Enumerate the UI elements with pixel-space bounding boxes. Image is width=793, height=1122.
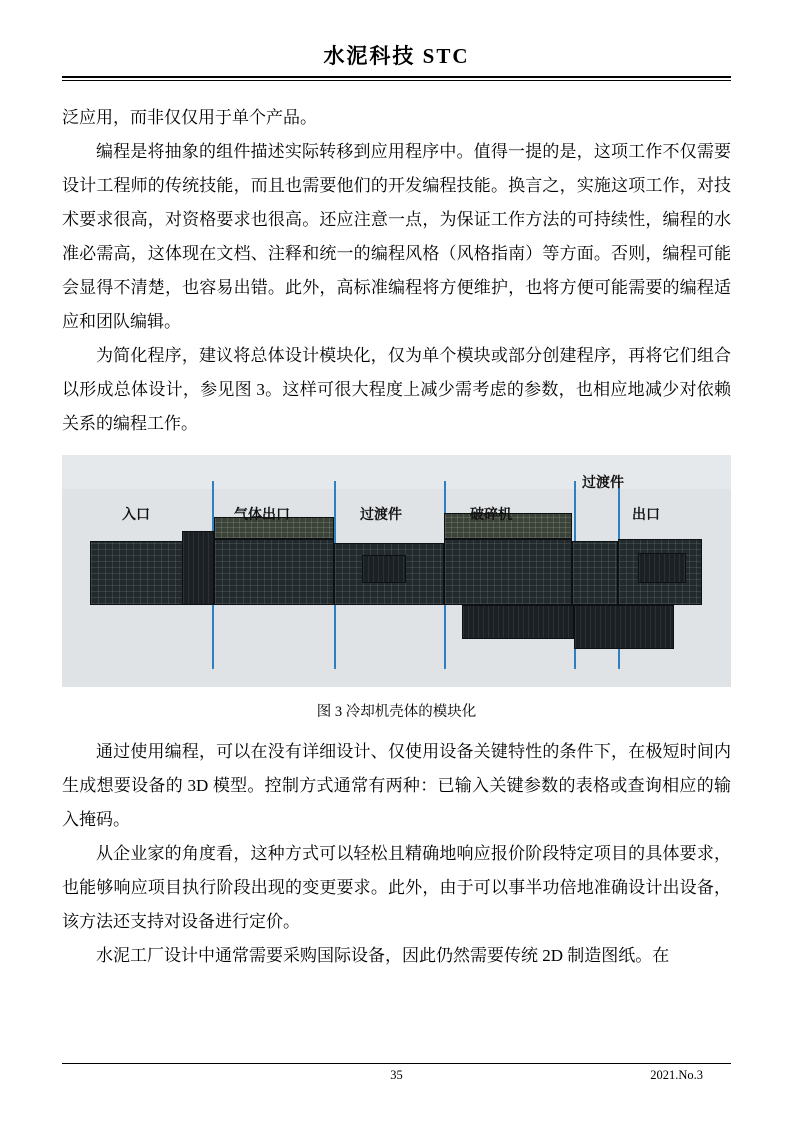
figure-label-5: 出口 [632, 506, 660, 522]
figure-label-2: 过渡件 [360, 506, 402, 522]
paragraph-2: 为简化程序，建议将总体设计模块化，仅为单个模块或部分创建程序，再将它们组合以形成总体设计，参见图 3。这样可很大程度上减少需考虑的参数，也相应地减少对依赖关系的编程工作。 [62, 346, 731, 433]
figure-label-3: 破碎机 [470, 506, 512, 522]
paragraph-0: 泛应用，而非仅仅用于单个产品。 [62, 108, 317, 127]
figure-label-0: 入口 [122, 506, 150, 522]
header-rule-thick [62, 76, 731, 78]
paragraph-3: 通过使用编程，可以在没有详细设计、仅使用设备关键特性的条件下，在极短时间内生成想要设备的 3D 模型。控制方式通常有两种：已输入关键参数的表格或查询相应的输入掩码。 [62, 742, 731, 829]
journal-title: 水泥科技 STC [323, 44, 470, 68]
paragraph-5: 水泥工厂设计中通常需要采购国际设备，因此仍然需要传统 2D 制造图纸。在 [96, 946, 670, 965]
module-transition-2 [572, 541, 618, 605]
document-body [62, 101, 731, 973]
page-number: 35 [390, 1068, 403, 1082]
module-lower-outlet [574, 605, 674, 649]
figure-top-band [62, 455, 731, 489]
paragraph-4: 从企业家的角度看，这种方式可以轻松且精确地响应报价阶段特定项目的具体要求，也能够响应项目执行阶段出现的变更要求。此外，由于可以事半功倍地准确设计出设备，该方法还支持对设备进行定价。 [62, 844, 731, 931]
figure-label-1: 气体出口 [234, 506, 290, 522]
figure-3 [62, 455, 731, 729]
issue-label: 2021.No.3 [650, 1068, 703, 1082]
module-outlet-panel [638, 553, 686, 583]
figure-caption: 图 3 冷却机壳体的模块化 [316, 704, 477, 720]
page-header [62, 40, 731, 87]
module-crusher [444, 539, 572, 605]
module-gas-outlet [214, 539, 334, 605]
footer-rule [62, 1063, 731, 1064]
page-content-area [62, 40, 731, 1082]
module-inlet-joint [182, 531, 214, 605]
figure-label-4: 过渡件 [582, 474, 624, 490]
module-lower-duct [462, 605, 574, 639]
figure-image [62, 455, 731, 687]
page-footer [62, 1063, 731, 1086]
footer-row [62, 1068, 731, 1086]
module-transition-1-panel [362, 555, 406, 583]
header-rule-thin [62, 80, 731, 81]
paragraph-1: 编程是将抽象的组件描述实际转移到应用程序中。值得一提的是，这项工作不仅需要设计工程师的传统技能，而且也需要他们的开发编程技能。换言之，实施这项工作，对技术要求很高，对资格要求也很高。还应注意一点，为保证工作方法的可持续性，编程的水准必需高，这体现在文档、注释和统一的编程风格（风格指南）等方面。否则，编程可能会显得不清楚，也容易出错。此外，高标准编程将方便维护，也将方便可能需要的编程适应和团队编辑。 [62, 142, 731, 331]
